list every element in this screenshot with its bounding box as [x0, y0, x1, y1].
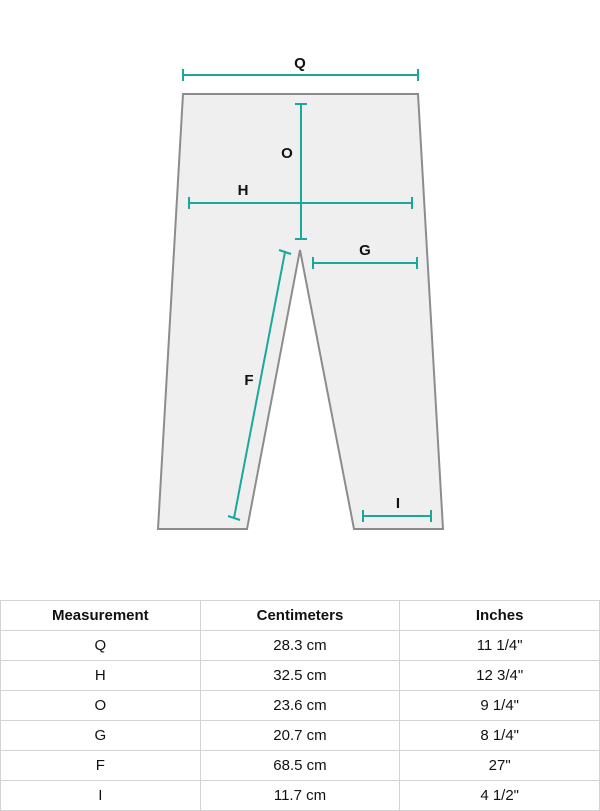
label-g: G	[359, 242, 371, 259]
cell-centimeters: 28.3 cm	[200, 631, 400, 661]
cell-inches: 8 1/4"	[400, 721, 600, 751]
table-row	[1, 691, 600, 721]
table-header-row	[1, 601, 600, 631]
cell-measurement: O	[1, 691, 201, 721]
cell-inches: 11 1/4"	[400, 631, 600, 661]
header-inches: Inches	[400, 601, 600, 631]
cell-measurement: F	[1, 751, 201, 781]
cell-measurement: I	[1, 781, 201, 811]
cell-centimeters: 11.7 cm	[200, 781, 400, 811]
table-row	[1, 781, 600, 811]
cell-inches: 12 3/4"	[400, 661, 600, 691]
cell-centimeters: 32.5 cm	[200, 661, 400, 691]
cell-measurement: G	[1, 721, 201, 751]
cell-centimeters: 20.7 cm	[200, 721, 400, 751]
table-row	[1, 661, 600, 691]
cell-centimeters: 23.6 cm	[200, 691, 400, 721]
label-h: H	[237, 182, 249, 199]
label-q: Q	[294, 55, 306, 72]
header-centimeters: Centimeters	[200, 601, 400, 631]
cell-inches: 4 1/2"	[400, 781, 600, 811]
cell-measurement: H	[1, 661, 201, 691]
cell-measurement: Q	[1, 631, 201, 661]
table-row	[1, 631, 600, 661]
table-row	[1, 721, 600, 751]
cell-centimeters: 68.5 cm	[200, 751, 400, 781]
cell-inches: 27"	[400, 751, 600, 781]
size-table	[0, 600, 600, 811]
table-row	[1, 751, 600, 781]
label-f: F	[244, 372, 254, 389]
label-i: I	[395, 495, 401, 512]
label-o: O	[281, 145, 293, 162]
header-measurement: Measurement	[1, 601, 201, 631]
cell-inches: 9 1/4"	[400, 691, 600, 721]
